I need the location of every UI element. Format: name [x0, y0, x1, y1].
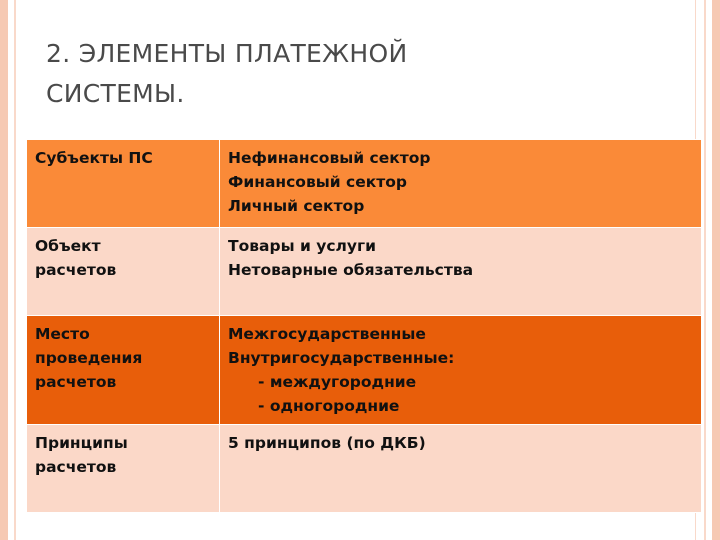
cell-text: Нефинансовый сектор: [228, 149, 431, 167]
cell-text: - одногородние: [258, 397, 400, 415]
cell-text: Финансовый сектор: [228, 173, 407, 191]
table-cell-object-value: [220, 228, 702, 316]
table-row-object: [27, 228, 702, 316]
cell-text: Субъекты ПС: [35, 149, 153, 167]
cell-text: проведения: [35, 349, 143, 367]
cell-text: Личный сектор: [228, 197, 365, 215]
table-cell-location-label: [27, 316, 220, 425]
table-cell-principles-value: [220, 425, 702, 513]
table-cell-subjects-value: [220, 140, 702, 228]
cell-text: расчетов: [35, 261, 117, 279]
cell-text: Внутригосударственные:: [228, 349, 455, 367]
table-cell-location-value: [220, 316, 702, 425]
slide-title: [46, 34, 666, 114]
slide-frame-right: [712, 0, 720, 540]
payment-system-elements-table: [26, 139, 702, 513]
cell-text: - междугородние: [258, 373, 417, 391]
table-cell-subjects-label: [27, 140, 220, 228]
table-cell-object-label: [27, 228, 220, 316]
cell-text: Принципы: [35, 434, 128, 452]
cell-text: Межгосударственные: [228, 325, 426, 343]
table-row-subjects: [27, 140, 702, 228]
cell-text: 5 принципов (по ДКБ): [228, 434, 426, 452]
table-row-principles: [27, 425, 702, 513]
slide-title-line-1: 2. ЭЛЕМЕНТЫ ПЛАТЕЖНОЙ: [46, 39, 408, 68]
slide-frame-right-line: [704, 0, 706, 540]
cell-text: Место: [35, 325, 90, 343]
table-row-location: [27, 316, 702, 425]
slide-title-line-2: СИСТЕМЫ.: [46, 79, 185, 108]
cell-text: расчетов: [35, 373, 117, 391]
cell-text: Объект: [35, 237, 101, 255]
cell-text: Товары и услуги: [228, 237, 376, 255]
cell-text: Нетоварные обязательства: [228, 261, 474, 279]
cell-text: расчетов: [35, 458, 117, 476]
slide-frame-left: [0, 0, 8, 540]
table-cell-principles-label: [27, 425, 220, 513]
slide-frame-left-line: [14, 0, 16, 540]
